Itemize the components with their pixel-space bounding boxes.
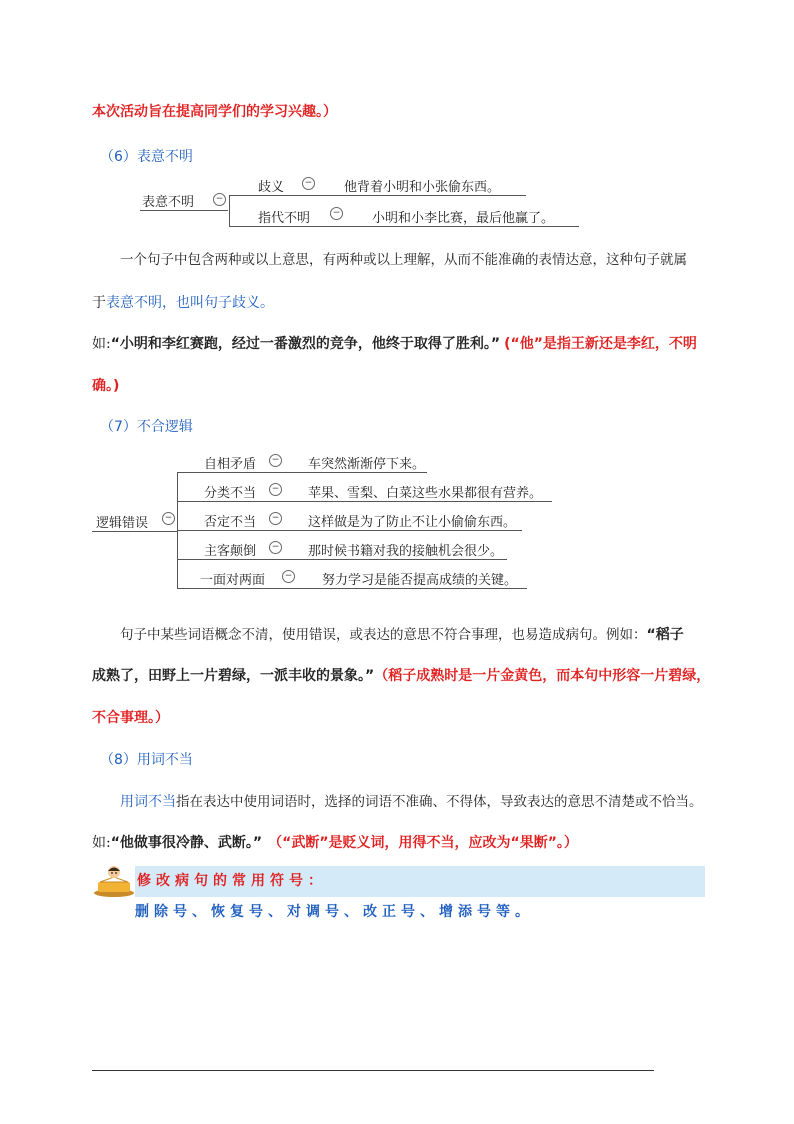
example-line: 如:“他做事很冷静、武断。” （“武断”是贬义词，用得不当，应改为“果断”。） (92, 835, 578, 851)
explanation-note: 不合事理。） (92, 710, 169, 726)
minus-circle-icon[interactable]: − (330, 207, 343, 220)
highlight-term: 用词不当 (120, 794, 176, 810)
tip-label: 修改病句的常用符号： (137, 873, 327, 889)
branch-label: 主客颠倒 (204, 544, 257, 559)
branch-label: 指代不明 (258, 211, 311, 226)
footer-divider (92, 1070, 654, 1071)
section-6-heading: （6）表意不明 (100, 149, 193, 165)
example-line: 如:“小明和李红赛跑，经过一番激烈的竞争，他终于取得了胜利。” (“他”是指王新还是李红，不明 (92, 336, 697, 352)
minus-circle-icon[interactable]: − (213, 193, 226, 206)
branch-label: 一面对两面 (200, 573, 266, 588)
section-7-heading: （7）不合逻辑 (100, 419, 193, 435)
branch-example: 那时候书籍对我的接触机会很少。 (308, 544, 504, 559)
branch-label: 自相矛盾 (204, 457, 257, 472)
branch-example: 苹果、雪梨、白菜这些水果都很有营养。 (308, 486, 543, 501)
reading-child-icon (92, 862, 136, 898)
branch-example: 小明和小李比赛，最后他赢了。 (372, 211, 555, 226)
branch-example: 努力学习是能否提高成绩的关键。 (322, 573, 518, 588)
example-note: 确。) (92, 378, 120, 394)
branch-example: 这样做是为了防止不让小偷偷东西。 (308, 515, 517, 530)
minus-circle-icon[interactable]: − (302, 177, 315, 190)
explanation-line: 于表意不明，也叫句子歧义。 (92, 295, 274, 311)
minus-circle-icon[interactable]: − (269, 454, 282, 467)
mind-map-root: 逻辑错误 (96, 516, 149, 531)
mind-map-root: 表意不明 (142, 195, 195, 210)
branch-label: 歧义 (258, 180, 285, 195)
minus-circle-icon[interactable]: − (269, 512, 282, 525)
highlight-term: 表意不明，也叫句子歧义。 (106, 295, 274, 311)
intro-line: 本次活动旨在提高同学们的学习兴趣。） (92, 104, 337, 120)
branch-label: 否定不当 (204, 515, 257, 530)
branch-label: 分类不当 (204, 486, 257, 501)
minus-circle-icon[interactable]: − (162, 512, 175, 525)
branch-example: 他背着小明和小张偷东西。 (344, 180, 501, 195)
branch-example: 车突然渐渐停下来。 (308, 457, 426, 472)
explanation-line: 成熟了，田野上一片碧绿，一派丰收的景象。”（稻子成熟时是一片金黄色，而本句中形容一片碧绿， (92, 668, 711, 684)
minus-circle-icon[interactable]: − (269, 483, 282, 496)
tip-body: 删除号、恢复号、对调号、改正号、增添号等。 (135, 904, 534, 920)
minus-circle-icon[interactable]: − (269, 541, 282, 554)
tip-banner (135, 866, 705, 920)
section-8-heading: （8）用词不当 (100, 752, 193, 768)
minus-circle-icon[interactable]: − (282, 570, 295, 583)
explanation-line: 句子中某些词语概念不清，使用错误，或表达的意思不符合事理，也易造成病句。例如：“稻子 (120, 627, 684, 643)
explanation-line: 用词不当指在表达中使用词语时，选择的词语不准确、不得体，导致表达的意思不清楚或不恰当。 (120, 794, 703, 810)
explanation-line: 一个句子中包含两种或以上意思，有两种或以上理解，从而不能准确的表情达意，这种句子就属 (120, 252, 687, 268)
